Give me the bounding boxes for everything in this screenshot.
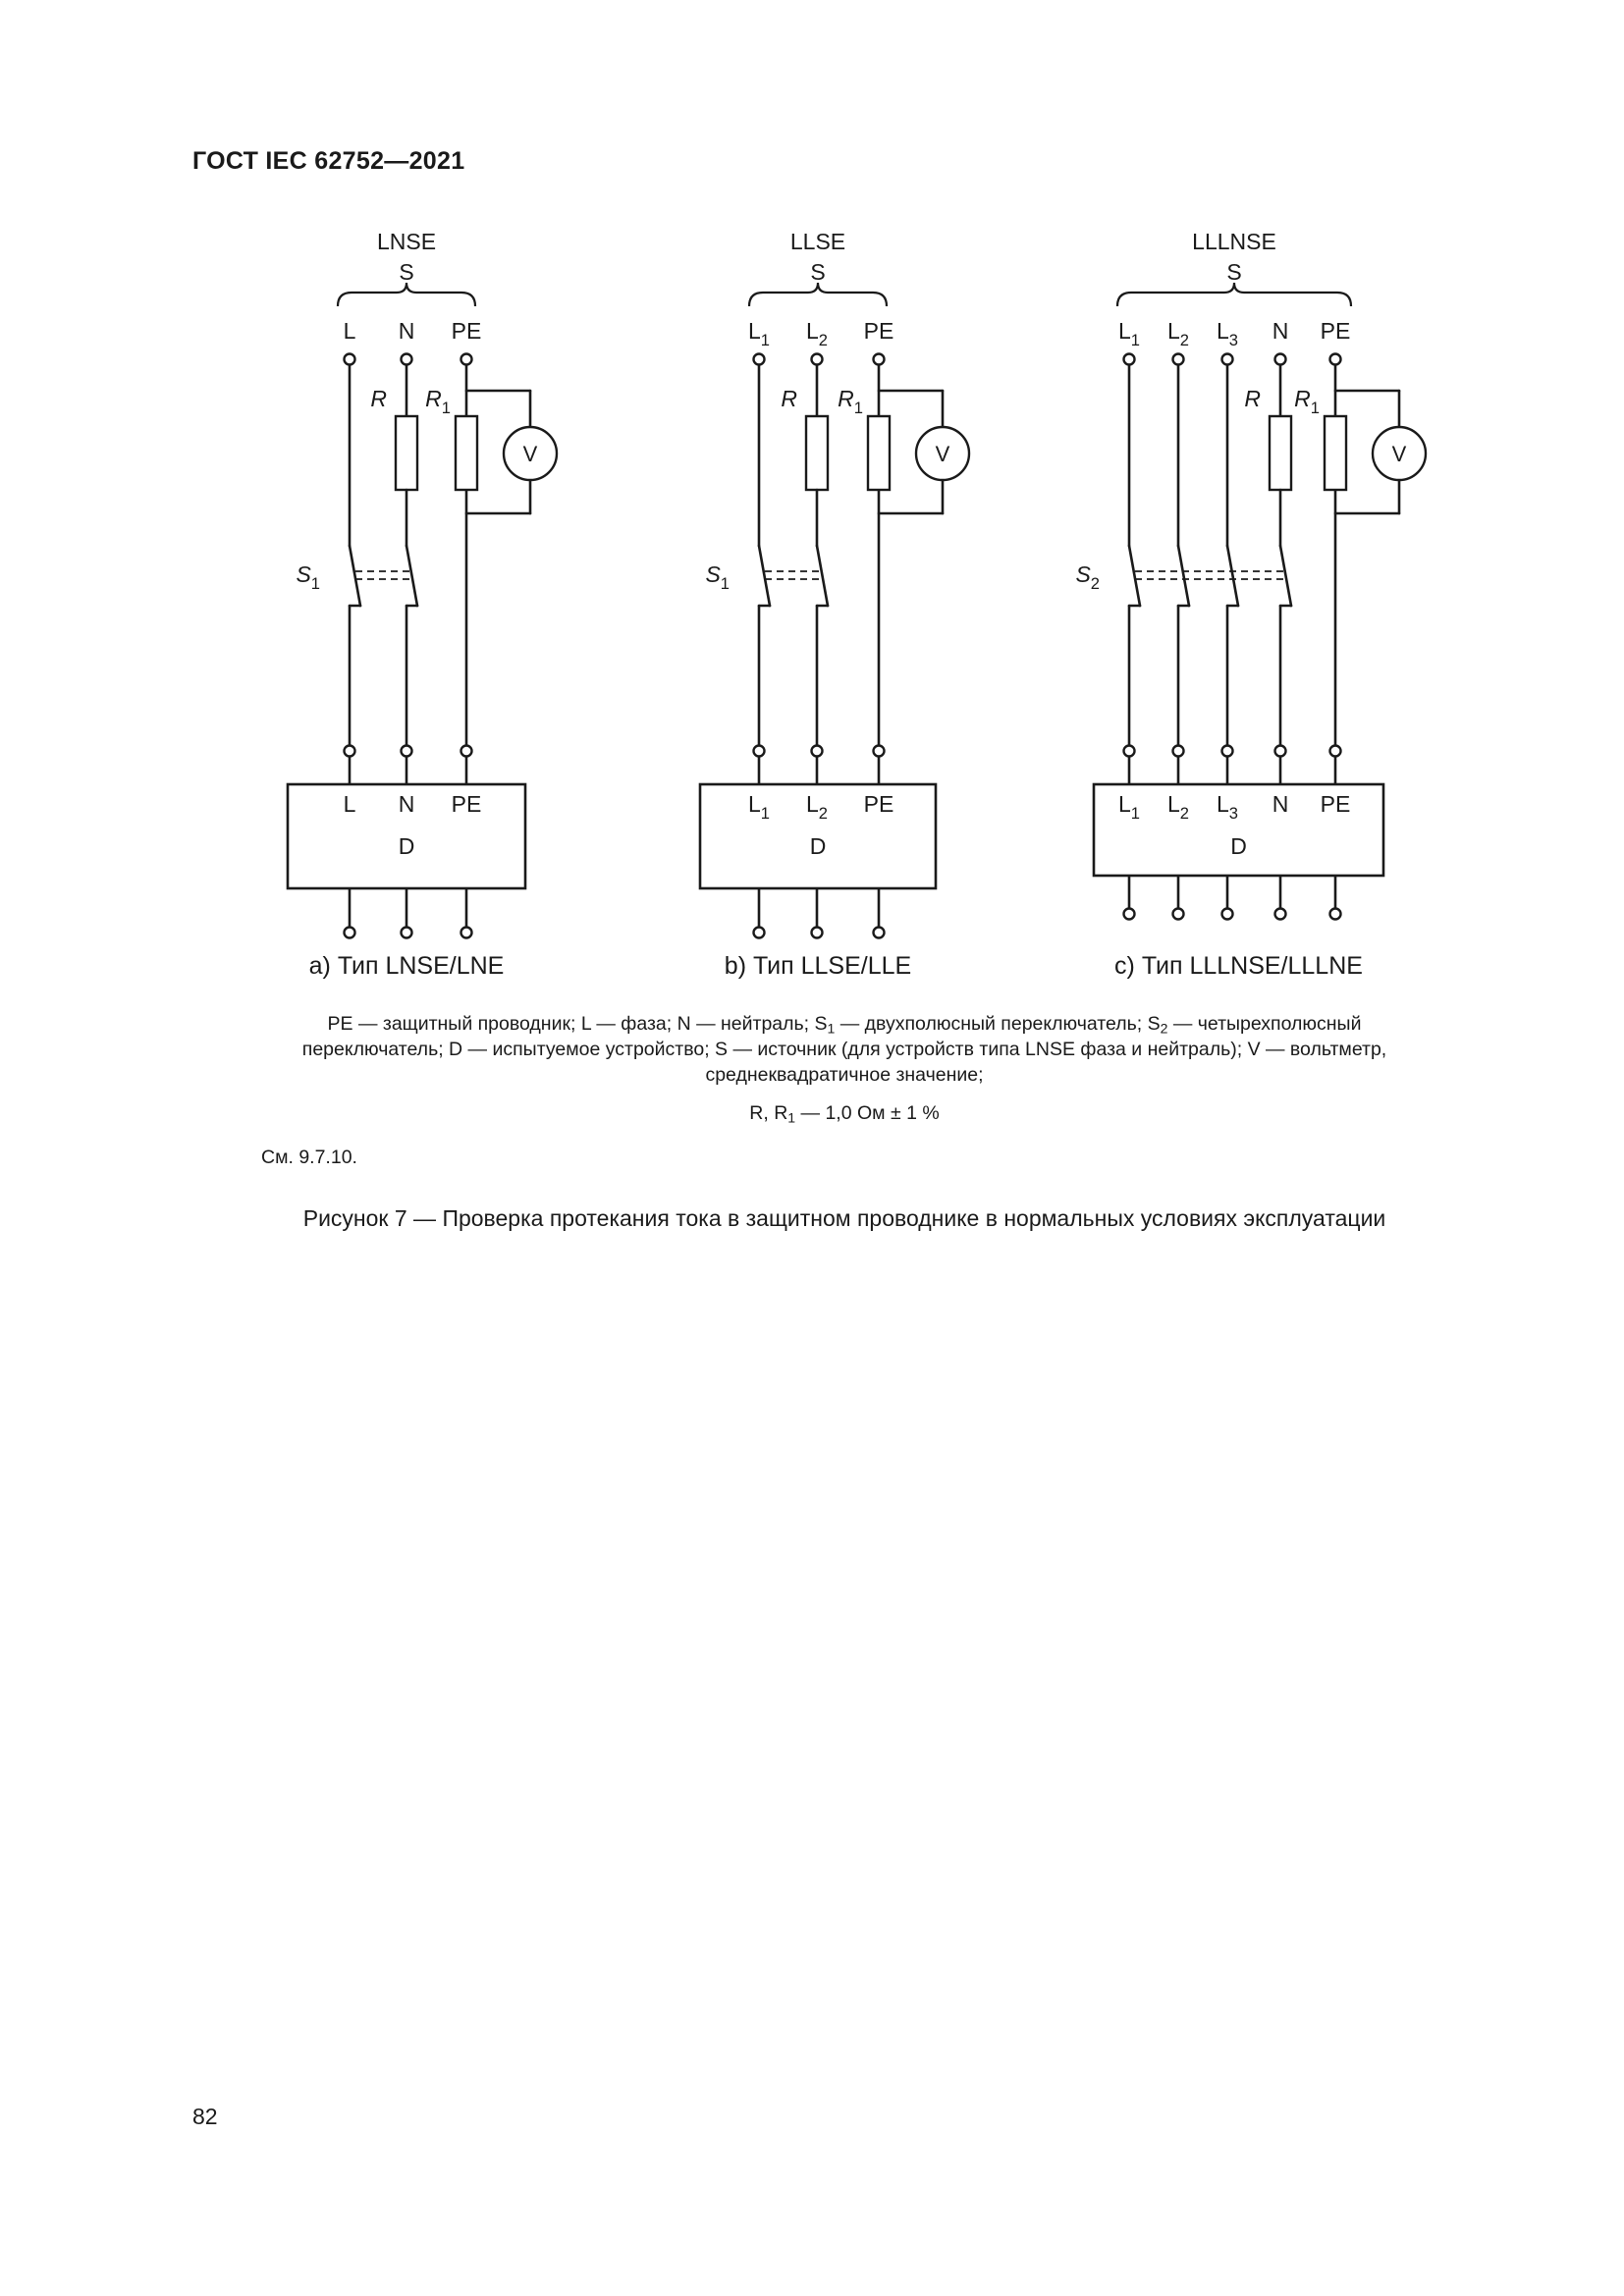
circuit-figure	[0, 0, 1624, 991]
source-terminal	[1275, 354, 1286, 365]
legend-subscript: 2	[1160, 1020, 1168, 1037]
switch-blade	[1280, 546, 1291, 606]
output-terminal	[1124, 909, 1135, 920]
output-terminal	[1275, 909, 1286, 920]
voltmeter-label: V	[522, 442, 538, 466]
device-terminal	[461, 746, 472, 757]
device-terminal-label: $L_3$	[1217, 791, 1238, 823]
switch-blade	[1129, 546, 1140, 606]
formula-text: — 1,0 Ом ± 1 %	[795, 1102, 940, 1124]
output-terminal	[402, 928, 412, 938]
device-terminal-label: $L_2$	[1167, 791, 1189, 823]
source-terminal	[754, 354, 765, 365]
legend-text: — четырехполюсный	[1167, 1013, 1362, 1035]
voltmeter-label: V	[1391, 442, 1407, 466]
legend-line-2: переключатель; D — испытуемое устройство; S — источник (для устройств типа LNSE фаза и нейтраль); V — вольтметр,	[301, 1039, 1387, 1060]
source-terminal	[1124, 354, 1135, 365]
device-terminal-label: PE	[1320, 791, 1351, 817]
output-terminal	[812, 928, 823, 938]
source-terminal	[345, 354, 355, 365]
device-terminal	[1330, 746, 1341, 757]
figure-caption: Рисунок 7 — Проверка протекания тока в защитном проводнике в нормальных условиях эксплуатации	[302, 1205, 1386, 1231]
device-terminal-label: $L_1$	[748, 791, 770, 823]
resistor-r1-label: $R_1$	[425, 386, 451, 417]
output-terminal	[345, 928, 355, 938]
source-terminal	[1222, 354, 1233, 365]
output-terminal	[754, 928, 765, 938]
switch-label: $S_1$	[296, 561, 320, 593]
terminal-label: $L_3$	[1217, 318, 1238, 349]
terminal-label: L	[343, 318, 356, 344]
switch-blade	[1227, 546, 1238, 606]
device-terminal	[1124, 746, 1135, 757]
voltmeter-label: V	[935, 442, 950, 466]
legend-text: PE — защитный проводник; L — фаза; N — нейтраль; S	[327, 1013, 828, 1035]
legend-line-3: среднеквадратичное значение;	[705, 1064, 984, 1086]
resistor-r1	[868, 416, 890, 490]
document-header: ГОСТ IEC 62752—2021	[192, 147, 465, 175]
device-terminal	[754, 746, 765, 757]
legend-subscript: 1	[827, 1020, 836, 1037]
legend-text: — двухполюсный переключатель; S	[835, 1013, 1161, 1035]
device-label: D	[1230, 833, 1247, 859]
source-terminal	[1173, 354, 1184, 365]
circuit-panel-b	[700, 229, 969, 980]
output-terminal	[874, 928, 885, 938]
output-terminal	[461, 928, 472, 938]
terminal-label: PE	[451, 318, 482, 344]
panel-caption: c) Тип LLLNSE/LLLNE	[1114, 952, 1363, 980]
switch-blade	[406, 546, 417, 606]
resistor-r1	[456, 416, 477, 490]
source-brace	[338, 283, 475, 306]
resistor-r	[396, 416, 417, 490]
output-terminal	[1330, 909, 1341, 920]
device-terminal	[1173, 746, 1184, 757]
device-terminal	[812, 746, 823, 757]
circuit-panel-c	[1075, 229, 1426, 980]
resistor-r1-label: $R_1$	[838, 386, 863, 417]
source-terminal	[402, 354, 412, 365]
terminal-label: PE	[1320, 318, 1351, 344]
terminal-label: N	[398, 318, 415, 344]
resistor-r-label: R	[370, 386, 387, 411]
terminal-label: $L_2$	[1167, 318, 1189, 349]
switch-label: $S_2$	[1075, 561, 1100, 593]
source-type-label: LLSE	[789, 229, 846, 254]
resistance-formula	[226, 1102, 1463, 1125]
source-label: S	[399, 259, 414, 285]
reference-note: См. 9.7.10.	[261, 1147, 357, 1168]
switch-blade	[1178, 546, 1189, 606]
device-terminal-label: N	[1272, 791, 1289, 817]
device-terminal	[1222, 746, 1233, 757]
resistor-r	[1270, 416, 1291, 490]
formula-subscript: 1	[787, 1109, 796, 1126]
source-label: S	[810, 259, 826, 285]
device-terminal-label: L	[343, 791, 356, 817]
source-brace	[749, 283, 887, 306]
formula-text: R, R	[749, 1102, 788, 1124]
source-terminal	[812, 354, 823, 365]
source-terminal	[874, 354, 885, 365]
terminal-label: N	[1272, 318, 1289, 344]
circuit-panel-a	[288, 229, 557, 980]
source-brace	[1117, 283, 1351, 306]
device-terminal-label: $L_2$	[806, 791, 828, 823]
device-terminal-label: PE	[863, 791, 894, 817]
terminal-label: $L_1$	[748, 318, 770, 349]
legend-line-1	[226, 1011, 1463, 1037]
device-terminal	[1275, 746, 1286, 757]
switch-blade	[350, 546, 360, 606]
resistor-r1-label: $R_1$	[1294, 386, 1320, 417]
output-terminal	[1222, 909, 1233, 920]
source-type-label: LLLNSE	[1192, 229, 1276, 254]
source-terminal	[1330, 354, 1341, 365]
resistor-r	[806, 416, 828, 490]
switch-blade	[817, 546, 828, 606]
device-label: D	[809, 833, 827, 859]
switch-label: $S_1$	[705, 561, 730, 593]
output-terminal	[1173, 909, 1184, 920]
switch-blade	[759, 546, 770, 606]
source-terminal	[461, 354, 472, 365]
panel-caption: b) Тип LLSE/LLE	[724, 952, 912, 980]
device-terminal	[345, 746, 355, 757]
device-terminal-label: $L_1$	[1118, 791, 1140, 823]
panel-caption: a) Тип LNSE/LNE	[308, 952, 505, 980]
resistor-r-label: R	[1244, 386, 1261, 411]
device-terminal-label: PE	[451, 791, 482, 817]
source-type-label: LNSE	[376, 229, 437, 254]
terminal-label: PE	[863, 318, 894, 344]
terminal-label: $L_2$	[806, 318, 828, 349]
device-terminal	[874, 746, 885, 757]
source-label: S	[1226, 259, 1242, 285]
resistor-r-label: R	[781, 386, 797, 411]
device-label: D	[398, 833, 415, 859]
terminal-label: $L_1$	[1118, 318, 1140, 349]
device-terminal-label: N	[398, 791, 415, 817]
resistor-r1	[1325, 416, 1346, 490]
page-number: 82	[192, 2104, 218, 2129]
device-terminal	[402, 746, 412, 757]
